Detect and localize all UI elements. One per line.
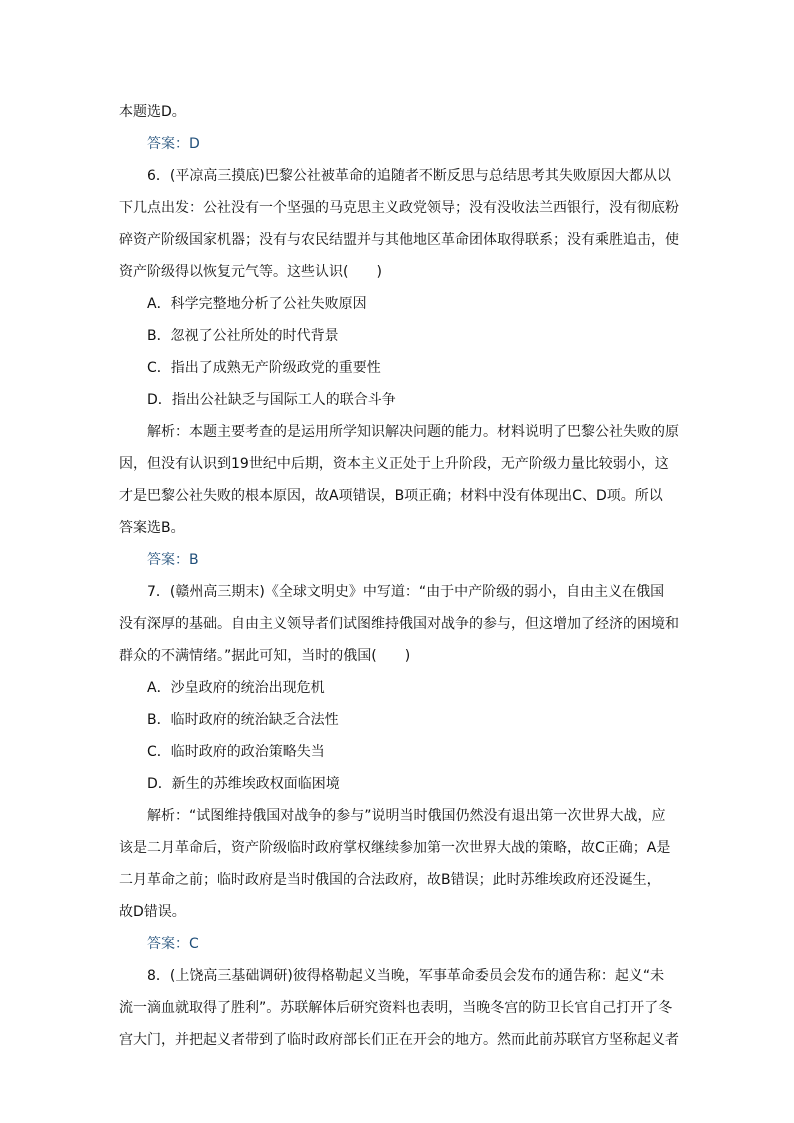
- q6-stem-line: 6．(平凉高三摸底)巴黎公社被革命的追随者不断反思与总结思考其失败原因大都从以: [147, 168, 671, 184]
- q6-option-d: D．指出公社缺乏与国际工人的联合斗争: [147, 392, 396, 408]
- q6-analysis-line: 才是巴黎公社失败的根本原因，故A项错误，B项正确；材料中没有体现出C、D项。所以: [119, 488, 663, 504]
- q7-stem-line: 群众的不满情绪。”据此可知，当时的俄国( ): [119, 648, 411, 664]
- q8-stem-line: 流一滴血就取得了胜利”。苏联解体后研究资料也表明，当晚冬宫的防卫长官自己打开了冬: [119, 1000, 673, 1016]
- q6-stem-line: 下几点出发：公社没有一个坚强的马克思主义政党领导；没有没收法兰西银行，没有彻底粉: [119, 200, 679, 216]
- q7-option-a: A．沙皇政府的统治出现危机: [147, 680, 325, 696]
- q8-stem-line: 宫大门，并把起义者带到了临时政府部长们正在开会的地方。然而此前苏联官方坚称起义者: [119, 1032, 679, 1048]
- q6-analysis-line: 答案选B。: [119, 520, 185, 536]
- q6-analysis-line: 因，但没有认识到19世纪中后期，资本主义正处于上升阶段，无产阶级力量比较弱小，这: [119, 456, 669, 472]
- q7-answer: 答案：C: [147, 936, 199, 952]
- q7-analysis-line: 二月革命之前；临时政府是当时俄国的合法政府，故B错误；此时苏维埃政府还没诞生，: [119, 872, 661, 888]
- q5-answer: 答案：D: [147, 136, 200, 152]
- q6-option-c: C．指出了成熟无产阶级政党的重要性: [147, 360, 381, 376]
- q6-analysis-line: 解析：本题主要考查的是运用所学知识解决问题的能力。材料说明了巴黎公社失败的原: [147, 424, 679, 440]
- q6-stem-line: 资产阶级得以恢复元气等。这些认识( ): [119, 264, 382, 280]
- q6-option-a: A．科学完整地分析了公社失败原因: [147, 296, 367, 312]
- q6-stem-line: 碎资产阶级国家机器；没有与农民结盟并与其他地区革命团体取得联系；没有乘胜追击，使: [119, 232, 679, 248]
- q7-analysis-line: 故D错误。: [119, 904, 186, 920]
- q7-option-b: B．临时政府的统治缺乏合法性: [147, 712, 339, 728]
- q7-analysis-line: 解析：“试图维持俄国对战争的参与”说明当时俄国仍然没有退出第一次世界大战，应: [147, 808, 666, 824]
- q6-answer: 答案：B: [147, 552, 199, 568]
- q7-analysis-line: 该是二月革命后，资产阶级临时政府掌权继续参加第一次世界大战的策略，故C正确；A是: [119, 840, 671, 856]
- q8-stem-line: 8．(上饶高三基础调研)彼得格勒起义当晚，军事革命委员会发布的通告称：起义“未: [147, 968, 665, 984]
- q7-stem-line: 没有深厚的基础。自由主义领导者们试图维持俄国对战争的参与，但这增加了经济的困境和: [119, 616, 679, 632]
- q6-option-b: B．忽视了公社所处的时代背景: [147, 328, 339, 344]
- q7-stem-line: 7．(赣州高三期末)《全球文明史》中写道：“由于中产阶级的弱小，自由主义在俄国: [147, 584, 665, 600]
- q7-option-d: D．新生的苏维埃政权面临困境: [147, 776, 340, 792]
- q5-analysis-tail: 本题选D。: [119, 104, 186, 120]
- q7-option-c: C．临时政府的政治策略失当: [147, 744, 325, 760]
